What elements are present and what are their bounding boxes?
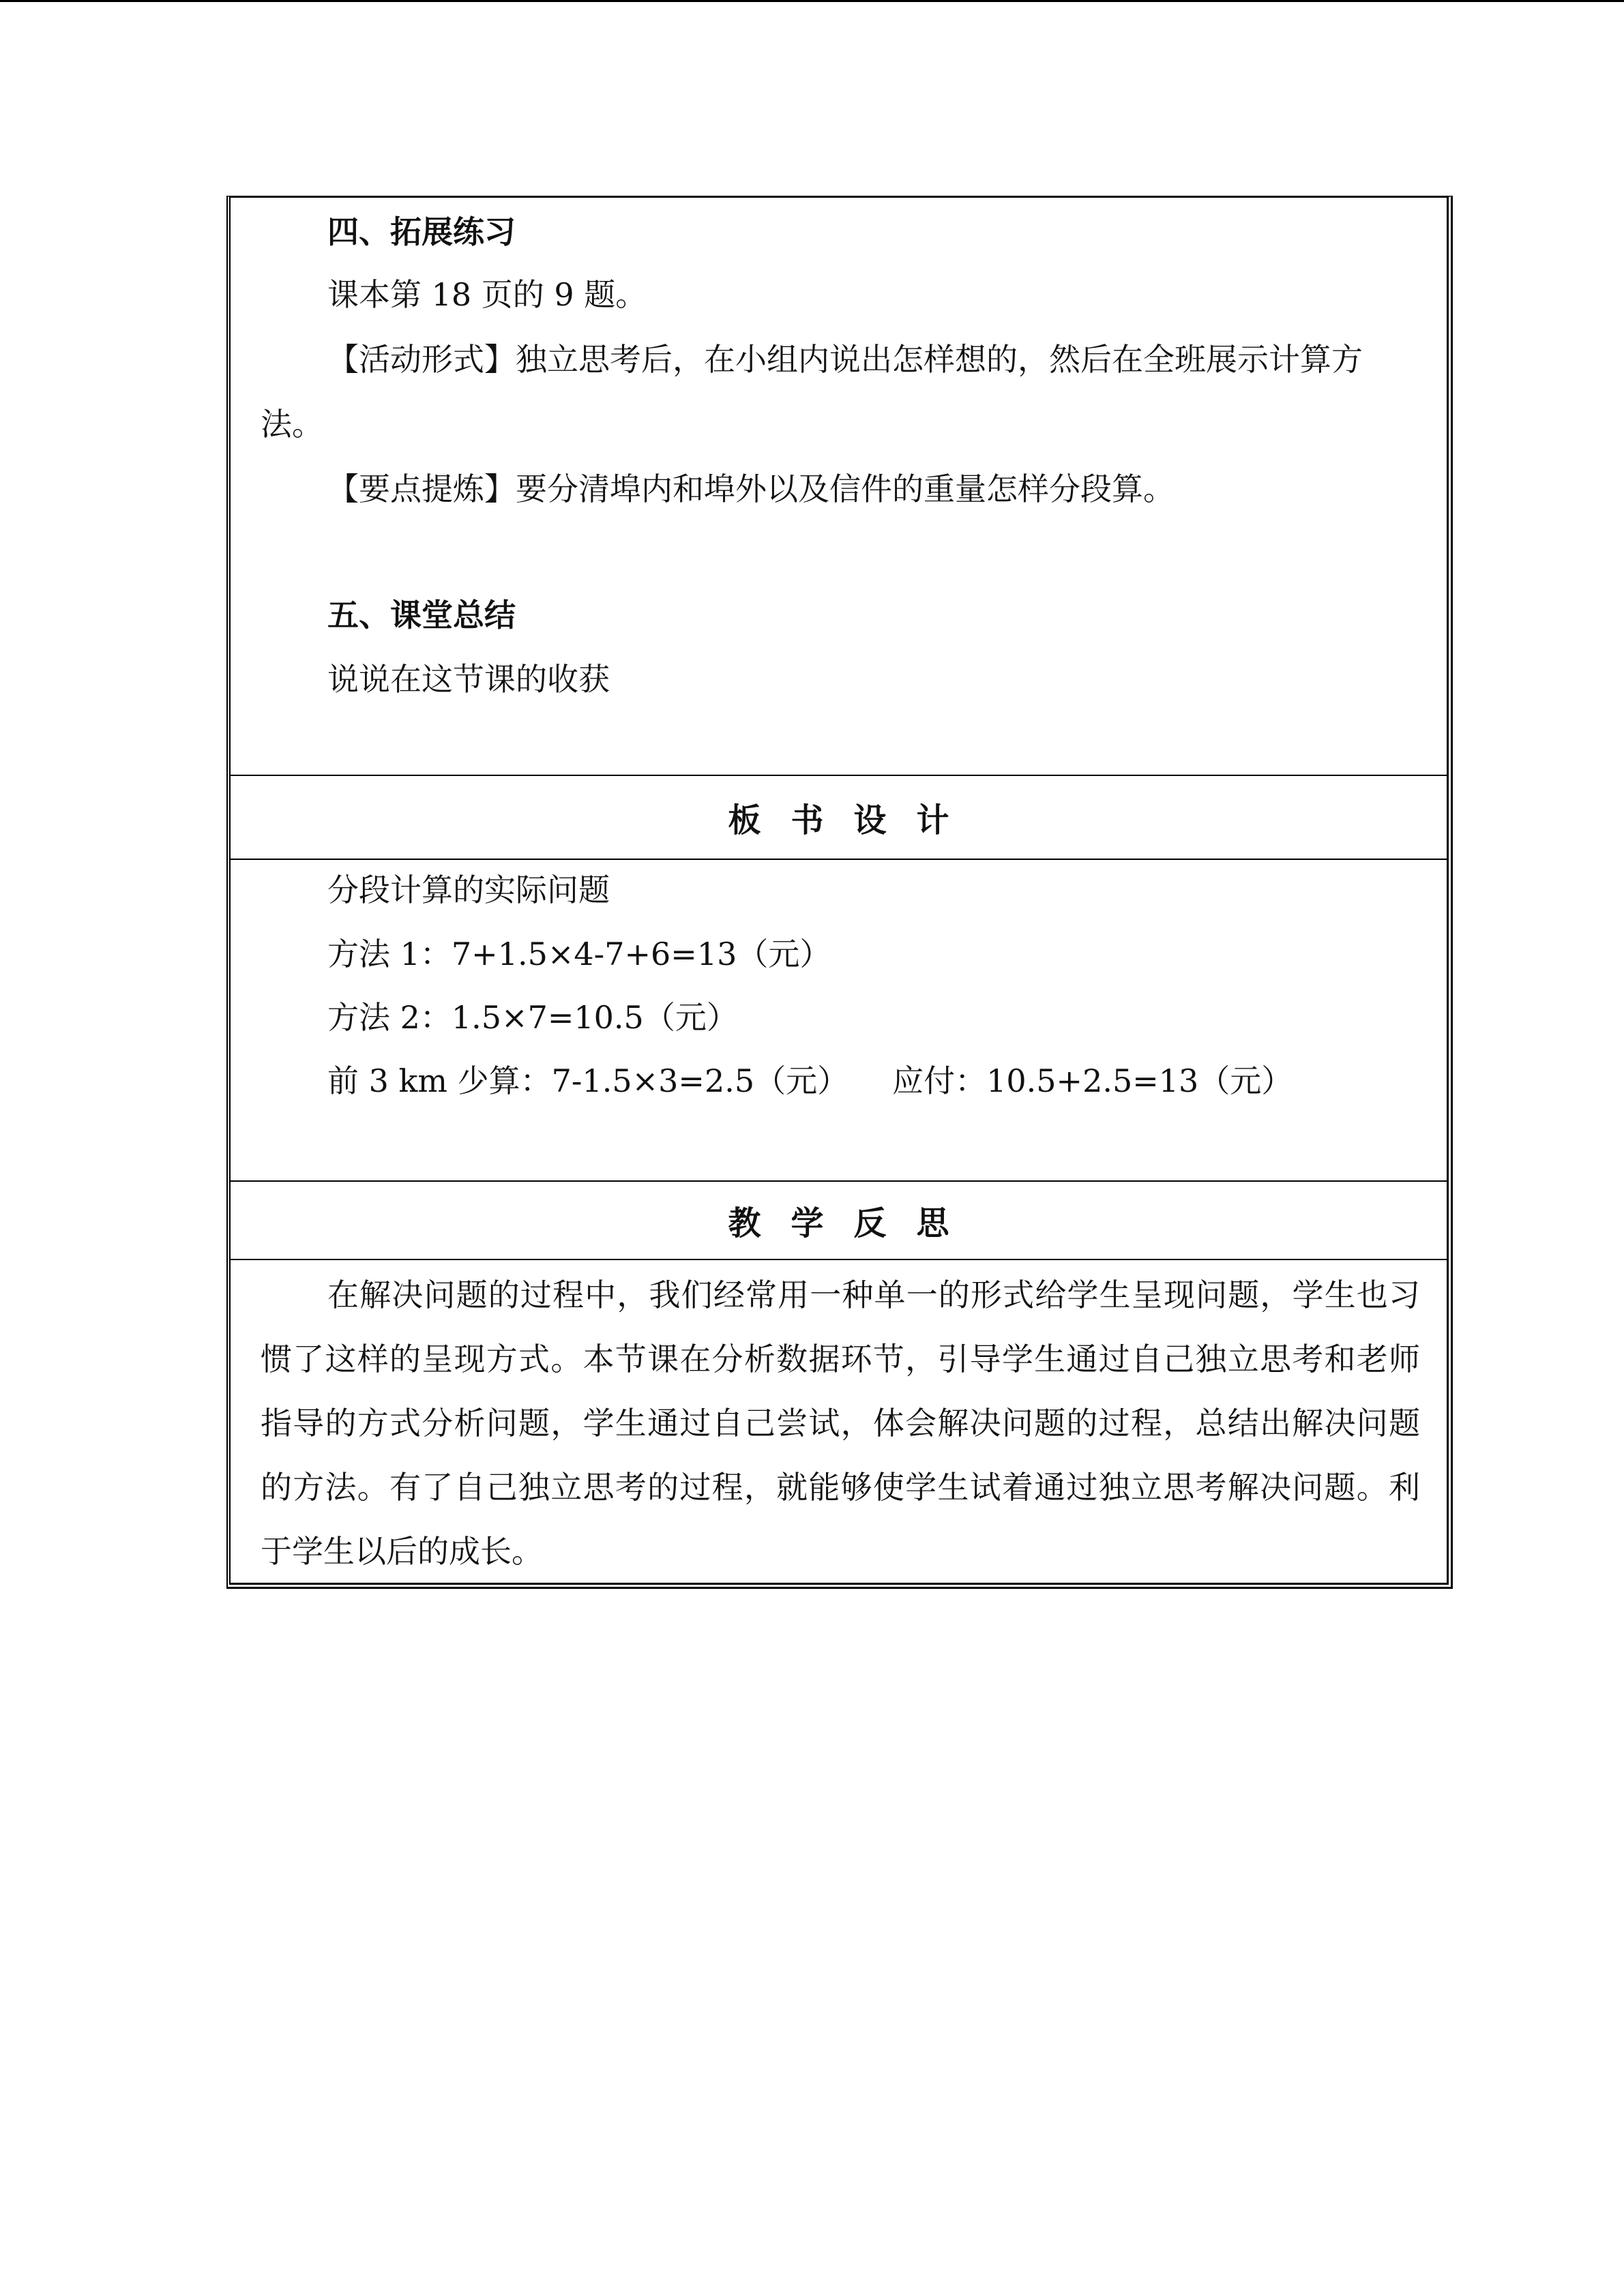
reflection-title: 教学反思 <box>728 1204 979 1242</box>
reflection-header <box>231 1180 1447 1260</box>
key-points: 【要点提炼】要分清埠内和埠外以及信件的重量怎样分段算。 <box>327 471 1175 507</box>
board-design-section <box>231 860 1447 1180</box>
page-top-rule <box>0 0 1624 2</box>
reflection-text: 在解决问题的过程中，我们经常用一种单一的形式给学生呈现问题，学生也习惯了这样的呈现方式。本节课在分析数据环节，引导学生通过自己独立思考和老师指导的方式分析问题，学生通过自己尝试，体会解决问题的过程，总结出解决问题的方法。有了自己独立思考的过程，就能够使学生试着通过独立思考解决问题。利于学生以后的成长。 <box>261 1277 1420 1570</box>
board-design-title: 板书设计 <box>728 801 979 839</box>
activity-form-line1: 【活动形式】独立思考后，在小组内说出怎样想的，然后在全班展示计算方 <box>327 341 1363 378</box>
board-method1: 方法 1：7+1.5×4-7+6=13（元） <box>327 936 831 972</box>
board-topic: 分段计算的实际问题 <box>327 871 610 908</box>
summary-heading: 五、课堂总结 <box>327 597 516 633</box>
board-design-header <box>231 775 1447 860</box>
board-method2: 方法 2：1.5×7=10.5（元） <box>327 999 738 1036</box>
board-first3km-line <box>327 1062 1293 1100</box>
practice-heading: 四、拓展练习 <box>327 213 516 250</box>
practice-section <box>231 198 1447 775</box>
reflection-section <box>231 1260 1447 1581</box>
lesson-plan-table <box>226 196 1453 1589</box>
board-payable: 应付：10.5+2.5=13（元） <box>892 1062 1293 1099</box>
summary-text: 说说在这节课的收获 <box>327 661 610 698</box>
board-first3km: 前 3 km 少算：7-1.5×3=2.5（元） <box>327 1062 849 1099</box>
practice-task: 课本第 18 页的 9 题。 <box>327 276 647 313</box>
activity-form-line2: 法。 <box>261 406 323 443</box>
